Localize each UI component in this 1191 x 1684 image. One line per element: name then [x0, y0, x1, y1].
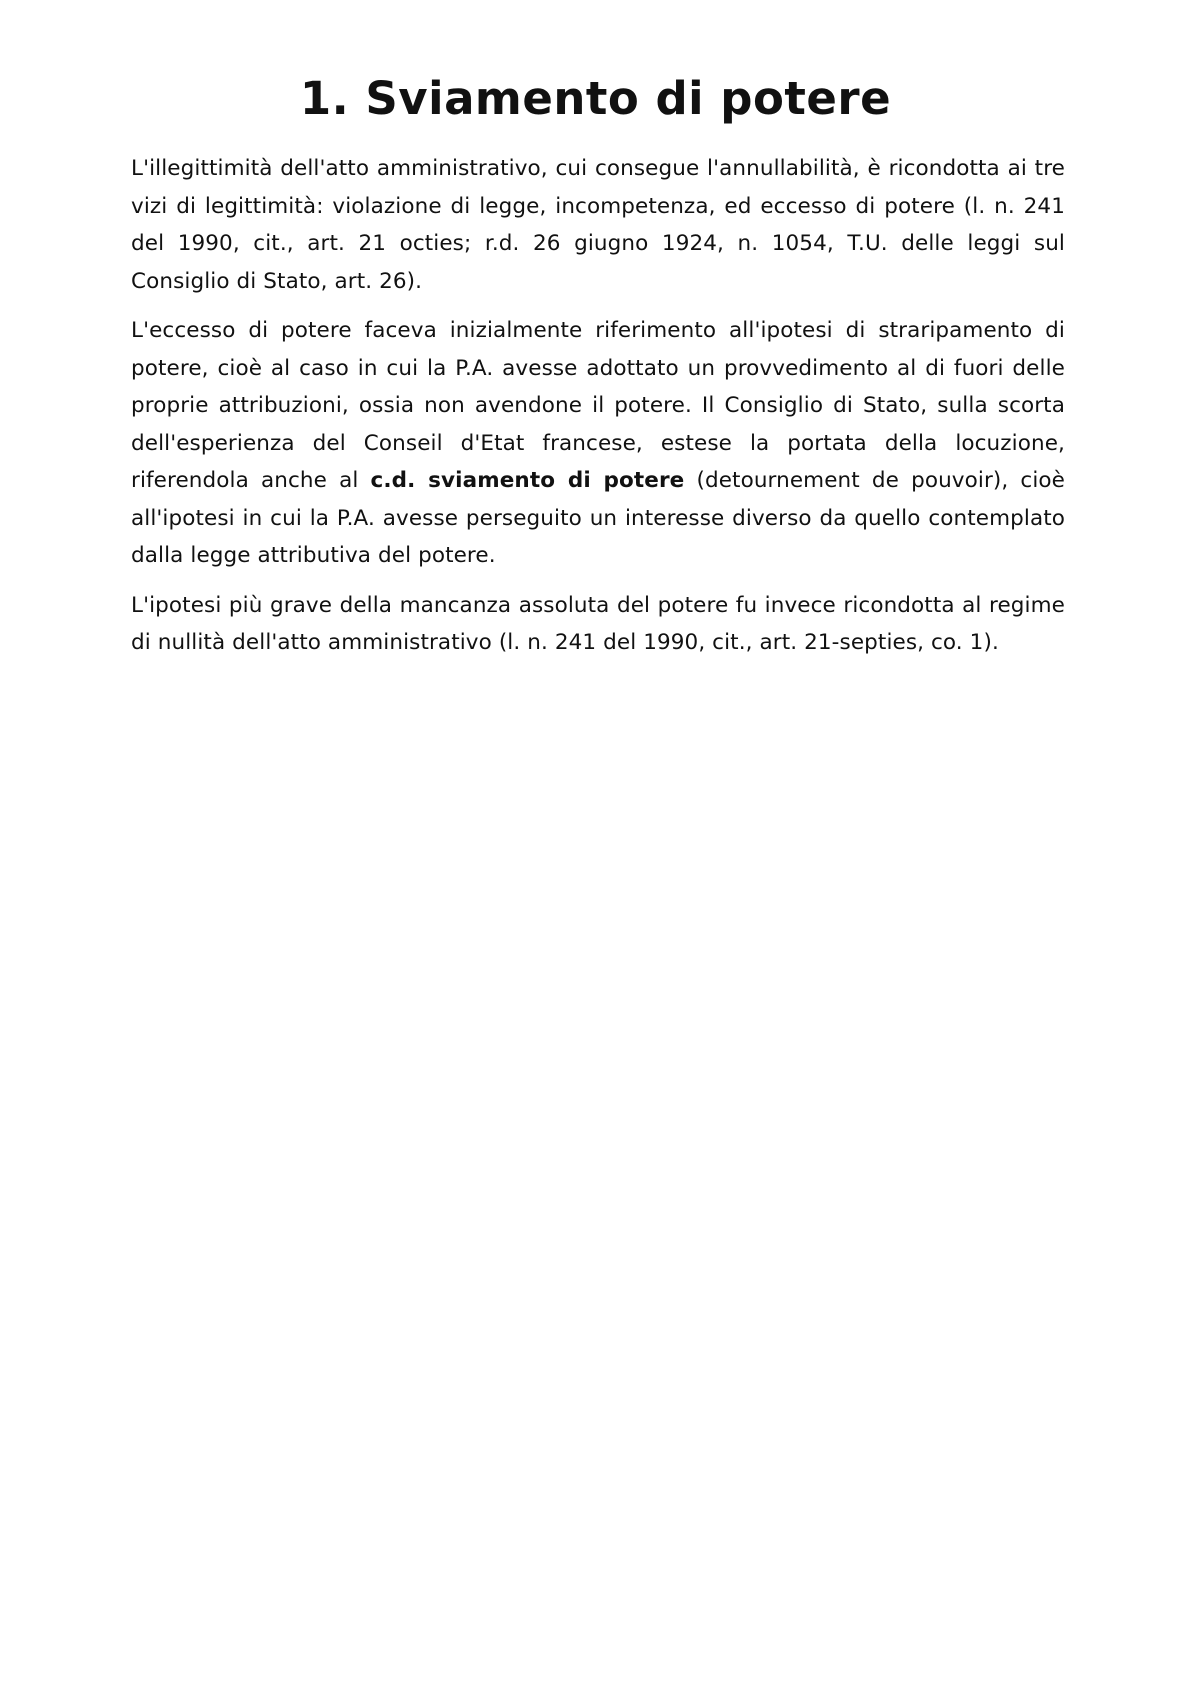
paragraph-2-text-after: (detournement de pouvoir), cioè all'ipotesi in cui la P.A. avesse perseguito un interesse diverso da quello contemplato dalla legge attributiva del potere. — [131, 468, 1066, 568]
page-title: 1. Sviamento di potere — [299, 72, 892, 125]
document-body — [131, 150, 1065, 674]
paragraph-1: L'illegittimità dell'atto amministrativo, cui consegue l'annullabilità, è ricondotta ai tre vizi di legittimità: violazione di legge, incompetenza, ed eccesso di potere (l. n. 241 del 1990, cit., art. 21 octies; r.d. 26 giugno 1924, n. 1054, T.U. delle leggi sul Consiglio di Stato, art. 26). — [131, 156, 1065, 294]
paragraph-2-text-before: L'eccesso di potere faceva inizialmente riferimento all'ipotesi di straripamento di potere, cioè al caso in cui la P.A. avesse adottato un provvedimento al di fuori delle proprie attribuzioni, ossia non avendone il potere. Il Consiglio di Stato, sulla scorta dell'esperienza del Conseil d'Etat francese, estese la portata della locuzione, riferendola anche al — [131, 318, 1065, 493]
paragraph-2-bold-term: c.d. sviamento di potere — [370, 468, 685, 493]
paragraph-2 — [131, 312, 1065, 575]
paragraph-3: L'ipotesi più grave della mancanza assoluta del potere fu invece ricondotta al regime di nullità dell'atto amministrativo (l. n. 241 del 1990, cit., art. 21-septies, co. 1). — [131, 592, 1065, 655]
